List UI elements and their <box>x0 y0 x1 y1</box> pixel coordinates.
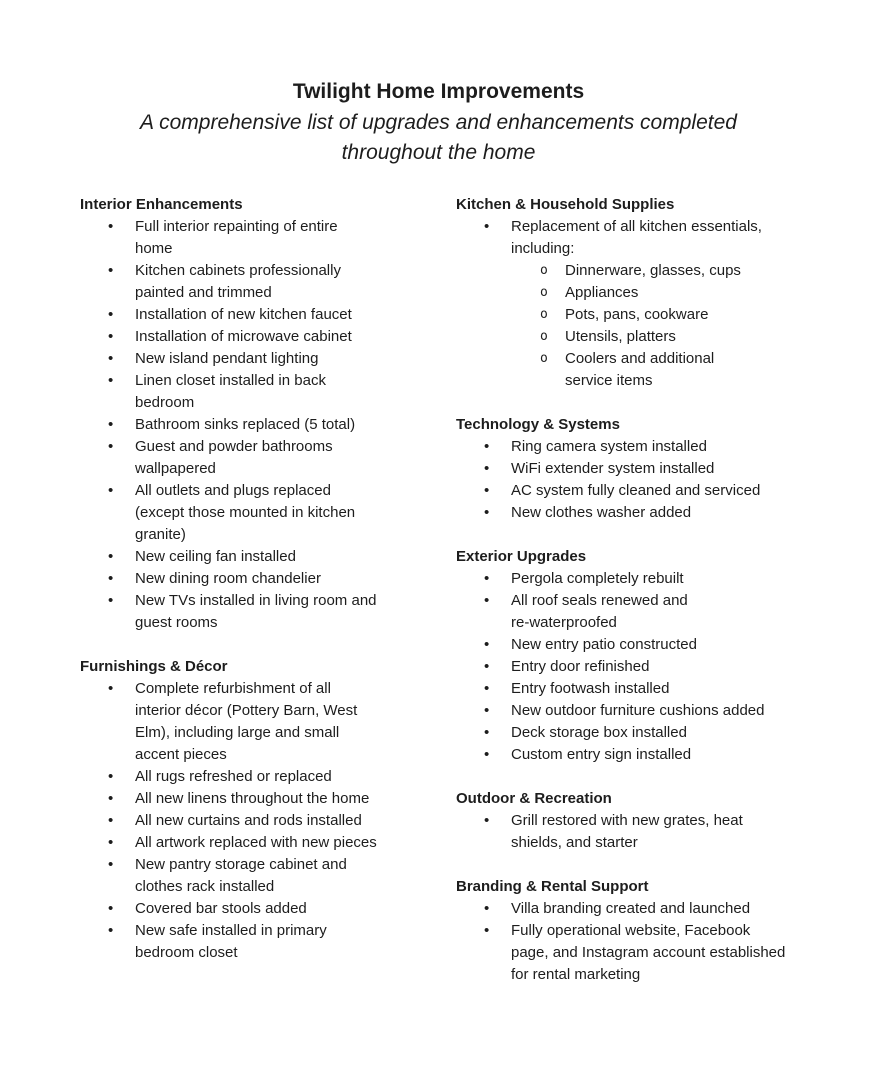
list-item-text: Bathroom sinks replaced (5 total) <box>135 416 356 433</box>
section-heading: Kitchen & Household Supplies <box>456 196 675 213</box>
list-item <box>456 436 791 458</box>
list-item <box>80 854 378 898</box>
list-item <box>80 810 378 832</box>
section <box>80 656 378 964</box>
list-item-text: All roof seals renewed and re‑waterproofed <box>511 592 688 631</box>
list-item-text: New ceiling fan installed <box>135 548 296 565</box>
document-title: Twilight Home Improvements <box>292 80 585 103</box>
section-heading: Exterior Upgrades <box>456 548 587 565</box>
list-item-text: All new curtains and rods installed <box>135 812 362 829</box>
list-item-text: Linen closet installed in back bedroom <box>135 372 326 411</box>
bullet-list <box>456 810 791 854</box>
bullet-icon: • <box>484 218 490 235</box>
document-header <box>0 0 877 168</box>
section <box>456 414 791 524</box>
list-item-text: Villa branding created and launched <box>511 900 751 917</box>
list-item <box>456 216 791 260</box>
section <box>456 546 791 766</box>
left-column <box>80 194 378 964</box>
list-item <box>80 898 378 920</box>
sub-list-item-text: Utensils, platters <box>565 328 676 345</box>
sub-list-item-text: Appliances <box>565 284 639 301</box>
list-item-text: Ring camera system installed <box>511 438 707 455</box>
list-item-text: All outlets and plugs replaced (except those mounted in kitchen granite) <box>135 482 356 543</box>
list-item <box>80 260 378 304</box>
list-item <box>456 634 791 656</box>
section-heading: Branding & Rental Support <box>456 878 649 895</box>
bullet-icon: • <box>484 460 490 477</box>
list-item-text: New island pendant lighting <box>135 350 319 367</box>
list-item <box>456 568 791 590</box>
circle-bullet-icon: o <box>540 351 548 366</box>
right-column <box>456 194 791 986</box>
list-item <box>456 678 791 700</box>
bullet-icon: • <box>484 900 490 917</box>
list-item <box>456 458 791 480</box>
list-item-text: Entry door refinished <box>511 658 650 675</box>
list-item-text: Custom entry sign installed <box>511 746 692 763</box>
bullet-icon: • <box>484 504 490 521</box>
list-item-text: New dining room chandelier <box>135 570 321 587</box>
list-item <box>456 480 791 502</box>
list-item <box>456 744 791 766</box>
bullet-icon: • <box>484 592 490 609</box>
bullet-icon: • <box>484 680 490 697</box>
list-item-text: Installation of microwave cabinet <box>135 328 352 345</box>
bullet-icon: • <box>484 922 490 939</box>
bullet-icon: • <box>108 262 114 279</box>
bullet-icon: • <box>108 790 114 807</box>
list-item <box>80 304 378 326</box>
list-item <box>80 546 378 568</box>
list-item <box>80 832 378 854</box>
bullet-icon: • <box>108 218 114 235</box>
bullet-icon: • <box>484 812 490 829</box>
bullet-list <box>456 568 791 766</box>
list-item <box>80 326 378 348</box>
list-item-text: Guest and powder bathrooms wallpapered <box>135 438 333 477</box>
bullet-icon: • <box>484 570 490 587</box>
section-heading: Furnishings & Décor <box>80 658 228 675</box>
bullet-icon: • <box>108 416 114 433</box>
section-heading: Technology & Systems <box>456 416 620 433</box>
list-item-text: New entry patio constructed <box>511 636 697 653</box>
bullet-icon: • <box>108 328 114 345</box>
bullet-list <box>456 216 791 392</box>
list-item-text: Covered bar stools added <box>135 900 307 917</box>
bullet-icon: • <box>108 438 114 455</box>
circle-bullet-icon: o <box>540 263 548 278</box>
sub-list-item <box>456 348 791 392</box>
circle-bullet-icon: o <box>540 285 548 300</box>
list-item-text: All artwork replaced with new pieces <box>135 834 377 851</box>
list-item <box>80 370 378 414</box>
list-item-text: WiFi extender system installed <box>511 460 715 477</box>
bullet-icon: • <box>484 658 490 675</box>
list-item-text: Grill restored with new grates, heat shields, and starter <box>511 812 743 851</box>
list-item <box>80 920 378 964</box>
list-item <box>80 414 378 436</box>
list-item-text: All rugs refreshed or replaced <box>135 768 332 785</box>
bullet-icon: • <box>108 548 114 565</box>
bullet-icon: • <box>108 922 114 939</box>
list-item-text: Kitchen cabinets professionally painted and trimmed <box>135 262 341 301</box>
bullet-icon: • <box>108 768 114 785</box>
sub-list-item-text: Coolers and additional service items <box>565 350 715 389</box>
bullet-icon: • <box>108 570 114 587</box>
list-item-text: New TVs installed in living room and guest rooms <box>135 592 377 631</box>
sub-list-item <box>456 304 791 326</box>
list-item-text: New outdoor furniture cushions added <box>511 702 765 719</box>
section <box>80 194 378 634</box>
list-item <box>80 568 378 590</box>
bullet-icon: • <box>108 834 114 851</box>
list-item <box>80 216 378 260</box>
sub-list-item <box>456 260 791 282</box>
list-item <box>80 436 378 480</box>
bullet-icon: • <box>108 900 114 917</box>
circle-bullet-icon: o <box>540 307 548 322</box>
bullet-icon: • <box>484 746 490 763</box>
list-item <box>456 656 791 678</box>
list-item-text: Fully operational website, Facebook page, and Instagram account established for rental marketing <box>511 922 786 983</box>
document-subtitle: A comprehensive list of upgrades and enhancements completed throughout the home <box>140 111 737 164</box>
list-item <box>80 678 378 766</box>
list-item-text: Replacement of all kitchen essentials, including: <box>511 218 762 257</box>
section <box>456 788 791 854</box>
list-item <box>80 590 378 634</box>
sub-list-item <box>456 326 791 348</box>
list-item-text: Deck storage box installed <box>511 724 687 741</box>
list-item <box>80 766 378 788</box>
section-heading: Outdoor & Recreation <box>456 790 612 807</box>
bullet-icon: • <box>108 856 114 873</box>
list-item <box>456 590 791 634</box>
bullet-icon: • <box>108 350 114 367</box>
list-item <box>456 502 791 524</box>
list-item-text: All new linens throughout the home <box>135 790 370 807</box>
list-item <box>456 700 791 722</box>
section-heading: Interior Enhancements <box>80 196 243 213</box>
bullet-icon: • <box>484 702 490 719</box>
section <box>456 194 791 392</box>
list-item-text: Complete refurbishment of all interior décor (Pottery Barn, West Elm), including large and small accent pieces <box>135 680 358 763</box>
list-item <box>80 480 378 546</box>
bullet-list <box>80 216 378 634</box>
sub-list-item-text: Dinnerware, glasses, cups <box>565 262 741 279</box>
list-item <box>456 722 791 744</box>
list-item-text: Pergola completely rebuilt <box>511 570 684 587</box>
bullet-icon: • <box>484 636 490 653</box>
list-item-text: Entry footwash installed <box>511 680 670 697</box>
list-item <box>80 788 378 810</box>
list-item <box>456 898 791 920</box>
circle-bullet-icon: o <box>540 329 548 344</box>
list-item-text: New safe installed in primary bedroom closet <box>135 922 327 961</box>
bullet-icon: • <box>108 372 114 389</box>
list-item-text: New pantry storage cabinet and clothes rack installed <box>135 856 347 895</box>
list-item-text: New clothes washer added <box>511 504 692 521</box>
two-column-body <box>0 168 877 986</box>
bullet-icon: • <box>484 438 490 455</box>
bullet-list <box>456 436 791 524</box>
list-item-text: Full interior repainting of entire home <box>135 218 338 257</box>
bullet-list <box>80 678 378 964</box>
list-item-text: AC system fully cleaned and serviced <box>511 482 761 499</box>
bullet-icon: • <box>108 592 114 609</box>
list-item <box>80 348 378 370</box>
section <box>456 876 791 986</box>
list-item-text: Installation of new kitchen faucet <box>135 306 352 323</box>
bullet-list <box>456 898 791 986</box>
bullet-icon: • <box>484 724 490 741</box>
bullet-icon: • <box>108 680 114 697</box>
sub-list-item <box>456 282 791 304</box>
sub-list-item-text: Pots, pans, cookware <box>565 306 709 323</box>
list-item <box>456 920 791 986</box>
list-item <box>456 810 791 854</box>
bullet-icon: • <box>108 812 114 829</box>
bullet-icon: • <box>484 482 490 499</box>
bullet-icon: • <box>108 482 114 499</box>
bullet-icon: • <box>108 306 114 323</box>
